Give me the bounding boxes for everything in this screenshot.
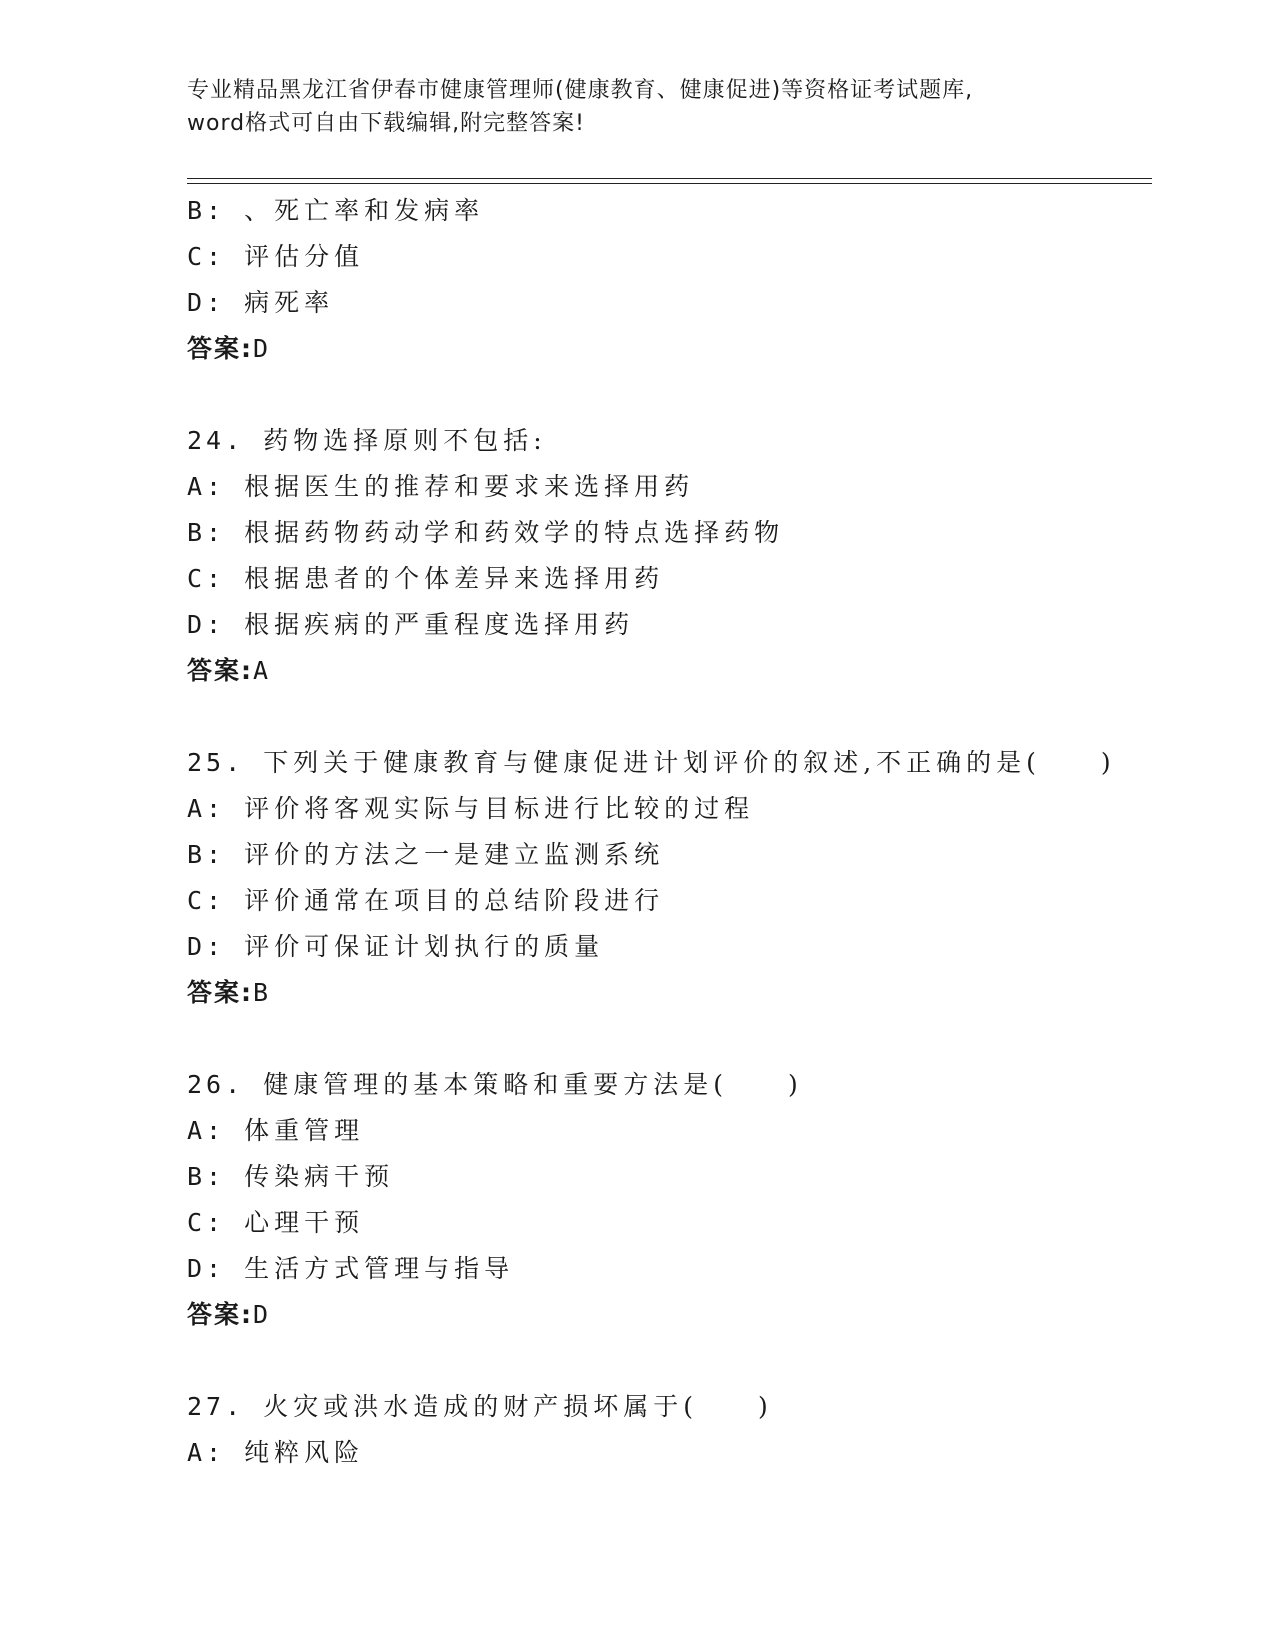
question-block-24 xyxy=(187,418,1147,694)
spacer xyxy=(187,1016,1147,1062)
question-title: 24. 药物选择原则不包括: xyxy=(187,426,547,455)
question-block-prev xyxy=(187,188,1147,372)
question-title: 26. 健康管理的基本策略和重要方法是( ) xyxy=(187,1070,803,1099)
question-block-26 xyxy=(187,1062,1147,1338)
option-c: C: 评价通常在项目的总结阶段进行 xyxy=(187,886,665,915)
option-c: C: 根据患者的个体差异来选择用药 xyxy=(187,564,665,593)
header-divider-bottom xyxy=(187,183,1152,184)
answer-line: 答案:A xyxy=(187,656,271,685)
option-d: D: 生活方式管理与指导 xyxy=(187,1254,515,1283)
option-c: C: 评估分值 xyxy=(187,242,365,271)
document-header xyxy=(187,74,1087,140)
spacer xyxy=(187,1338,1147,1384)
option-d: D: 根据疾病的严重程度选择用药 xyxy=(187,610,635,639)
option-d: D: 病死率 xyxy=(187,288,335,317)
option-a: A: 体重管理 xyxy=(187,1116,365,1145)
option-a: A: 纯粹风险 xyxy=(187,1438,365,1467)
header-line-1: 专业精品黑龙江省伊春市健康管理师(健康教育、健康促进)等资格证考试题库, xyxy=(187,78,974,103)
option-b: B: 、死亡率和发病率 xyxy=(187,196,485,225)
answer-line: 答案:D xyxy=(187,1300,271,1329)
option-a: A: 评价将客观实际与目标进行比较的过程 xyxy=(187,794,755,823)
answer-line: 答案:D xyxy=(187,334,271,363)
option-a: A: 根据医生的推荐和要求来选择用药 xyxy=(187,472,695,501)
option-c: C: 心理干预 xyxy=(187,1208,365,1237)
question-block-27 xyxy=(187,1384,1147,1476)
header-divider-top xyxy=(187,178,1152,179)
header-line-2: word格式可自由下载编辑,附完整答案! xyxy=(187,111,585,136)
question-title: 25. 下列关于健康教育与健康促进计划评价的叙述,不正确的是( ) xyxy=(187,748,1116,777)
question-block-25 xyxy=(187,740,1147,1016)
option-d: D: 评价可保证计划执行的质量 xyxy=(187,932,605,961)
option-b: B: 传染病干预 xyxy=(187,1162,395,1191)
answer-line: 答案:B xyxy=(187,978,271,1007)
spacer xyxy=(187,694,1147,740)
question-title: 27. 火灾或洪水造成的财产损坏属于( ) xyxy=(187,1392,773,1421)
option-b: B: 评价的方法之一是建立监测系统 xyxy=(187,840,665,869)
question-list xyxy=(187,188,1147,1476)
option-b: B: 根据药物药动学和药效学的特点选择药物 xyxy=(187,518,785,547)
spacer xyxy=(187,372,1147,418)
